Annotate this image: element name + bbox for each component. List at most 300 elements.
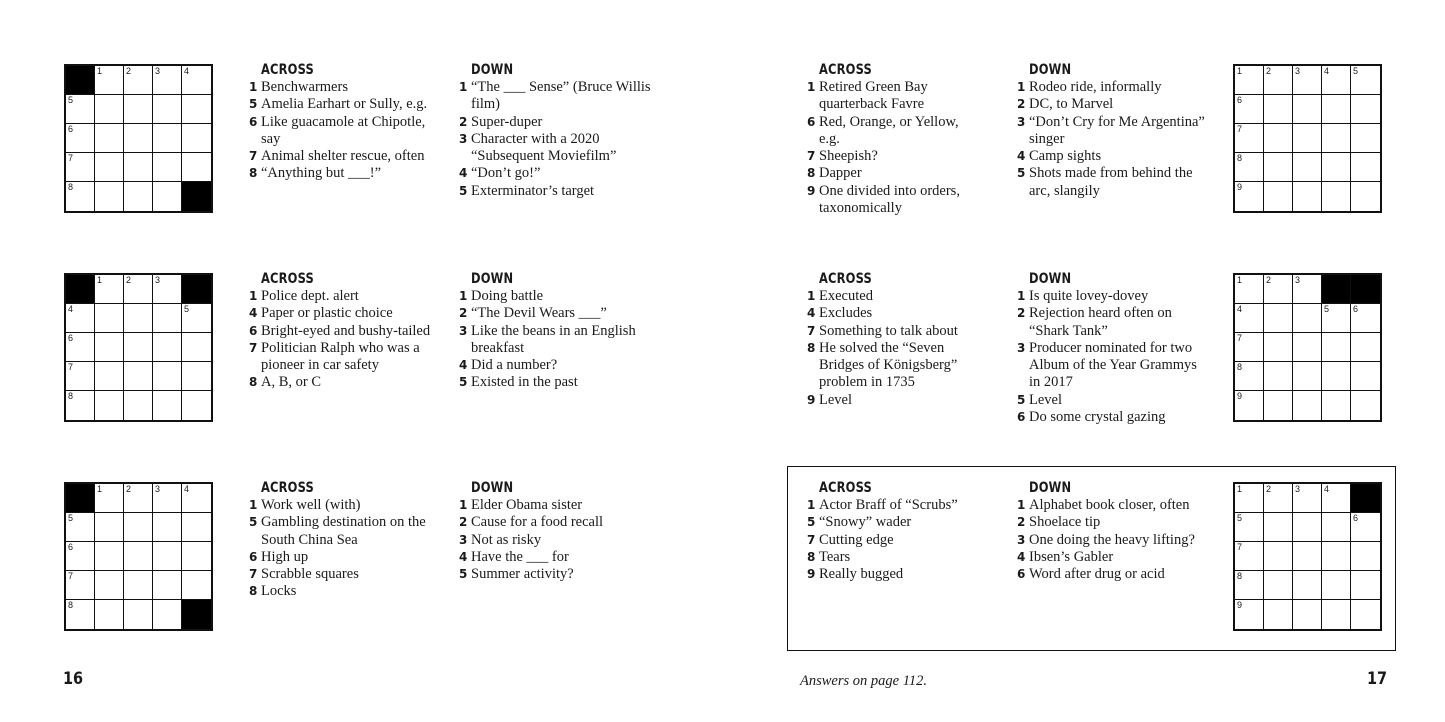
clue-text: Something to talk about <box>819 322 958 339</box>
down-heading: DOWN <box>1029 271 1072 287</box>
grid-cell[interactable] <box>95 182 124 211</box>
grid-cell[interactable] <box>1351 571 1380 600</box>
clue-item <box>459 532 644 549</box>
clue-number: 2 <box>459 515 468 530</box>
clue-item <box>807 549 990 566</box>
grid-cell[interactable] <box>124 275 153 304</box>
grid-cell[interactable] <box>95 95 124 124</box>
grid-cell[interactable] <box>1235 124 1264 153</box>
clue-text: Dapper <box>819 165 862 182</box>
clue-text: Excludes <box>819 305 873 322</box>
clue-text: Shoelace tip <box>1029 514 1101 531</box>
grid-cell[interactable] <box>1293 542 1322 571</box>
grid-cell[interactable] <box>124 66 153 95</box>
clue-number: 1 <box>459 289 468 303</box>
clue-number: 6 <box>249 323 258 338</box>
grid-cell[interactable] <box>1322 571 1351 600</box>
clue-item <box>459 183 654 200</box>
cell-number: 4 <box>68 304 74 314</box>
grid-cell[interactable] <box>95 513 124 542</box>
answers-note: Answers on page 112. <box>800 673 928 689</box>
grid-cell[interactable] <box>1264 362 1293 391</box>
cell-number: 1 <box>97 66 103 76</box>
clue-text: Amelia Earhart or Sully, e.g. <box>261 96 428 113</box>
grid-cell[interactable] <box>1264 484 1293 513</box>
grid-cell[interactable] <box>1351 600 1380 629</box>
clue-number: 8 <box>807 549 816 564</box>
grid-cell[interactable] <box>182 571 211 600</box>
clue-number: 6 <box>1017 410 1026 425</box>
grid-cell[interactable] <box>182 153 211 182</box>
clue-number: 2 <box>459 306 468 321</box>
grid-cell[interactable] <box>1293 66 1322 95</box>
page-number-left: 16 <box>63 669 84 689</box>
clue-number: 1 <box>1017 80 1026 94</box>
grid-cell[interactable] <box>1293 124 1322 153</box>
grid-cell[interactable] <box>1264 275 1293 304</box>
cell-number: 2 <box>126 484 132 494</box>
cell-number: 1 <box>1237 275 1243 285</box>
grid-cell[interactable] <box>1322 333 1351 362</box>
grid-cell[interactable] <box>124 484 153 513</box>
grid-cell[interactable] <box>1351 66 1380 95</box>
grid-cell[interactable] <box>1235 600 1264 629</box>
black-square <box>182 182 211 211</box>
cell-number: 6 <box>1237 95 1243 105</box>
clue-text: Super-duper <box>471 113 543 130</box>
cell-number: 2 <box>126 66 132 76</box>
grid-cell[interactable] <box>1351 304 1380 333</box>
grid-cell[interactable] <box>124 182 153 211</box>
clue-text: Producer nominated for two Album of the Year Grammys in 2017 <box>1029 339 1197 391</box>
clue-number: 8 <box>807 166 816 181</box>
grid-cell[interactable] <box>1235 484 1264 513</box>
down-heading: DOWN <box>471 271 514 287</box>
clue-item <box>249 305 434 322</box>
cell-number: 3 <box>1295 484 1301 494</box>
clue-number: 8 <box>249 166 258 181</box>
grid-cell[interactable] <box>1264 391 1293 420</box>
across-heading: ACROSS <box>819 271 872 287</box>
grid-cell[interactable] <box>95 153 124 182</box>
clue-item <box>807 183 977 218</box>
grid-cell[interactable] <box>124 391 153 420</box>
grid-cell[interactable] <box>124 513 153 542</box>
clue-item <box>807 340 990 392</box>
clue-item <box>249 165 434 182</box>
cell-number: 7 <box>1237 333 1243 343</box>
clue-item <box>807 392 990 409</box>
clue-item <box>249 566 434 583</box>
grid-cell[interactable] <box>153 362 182 391</box>
cell-number: 6 <box>68 333 74 343</box>
cell-number: 9 <box>1237 391 1243 401</box>
grid-cell[interactable] <box>66 571 95 600</box>
grid-cell[interactable] <box>1235 153 1264 182</box>
grid-cell[interactable] <box>153 333 182 362</box>
clue-text: Is quite lovey-dovey <box>1029 288 1149 304</box>
grid-cell[interactable] <box>124 153 153 182</box>
grid-cell[interactable] <box>1235 182 1264 211</box>
grid-cell[interactable] <box>1293 600 1322 629</box>
grid-cell[interactable] <box>153 542 182 571</box>
grid-cell[interactable] <box>1264 124 1293 153</box>
grid-cell[interactable] <box>1235 333 1264 362</box>
grid-cell[interactable] <box>153 182 182 211</box>
clue-item <box>249 114 434 149</box>
grid-cell[interactable] <box>1351 513 1380 542</box>
cell-number: 2 <box>126 275 132 285</box>
grid-cell[interactable] <box>1322 153 1351 182</box>
grid-cell[interactable] <box>1235 304 1264 333</box>
cell-number: 9 <box>1237 182 1243 192</box>
grid-cell[interactable] <box>1322 304 1351 333</box>
clue-item <box>249 79 434 96</box>
clue-item <box>249 96 434 113</box>
grid-cell[interactable] <box>1322 66 1351 95</box>
clue-number: 1 <box>1017 498 1026 512</box>
grid-cell[interactable] <box>1235 391 1264 420</box>
clue-item <box>459 357 644 374</box>
clue-item <box>249 340 434 375</box>
grid-cell[interactable] <box>1235 95 1264 124</box>
clue-number: 8 <box>807 340 816 355</box>
grid-cell[interactable] <box>1351 153 1380 182</box>
clue-number: 9 <box>807 392 816 407</box>
grid-cell[interactable] <box>95 66 124 95</box>
grid-cell[interactable] <box>1322 124 1351 153</box>
clue-item <box>1017 79 1209 96</box>
grid-cell[interactable] <box>1293 95 1322 124</box>
grid-cell[interactable] <box>124 304 153 333</box>
cell-number: 6 <box>1353 513 1359 523</box>
grid-cell[interactable] <box>182 484 211 513</box>
grid-cell[interactable] <box>1264 153 1293 182</box>
clue-item <box>807 514 990 531</box>
grid-cell[interactable] <box>1322 542 1351 571</box>
grid-cell[interactable] <box>1293 333 1322 362</box>
grid-cell[interactable] <box>1351 542 1380 571</box>
grid-cell[interactable] <box>1322 484 1351 513</box>
grid-cell[interactable] <box>1351 391 1380 420</box>
grid-cell[interactable] <box>1264 600 1293 629</box>
clue-item <box>459 566 644 583</box>
grid-cell[interactable] <box>1322 600 1351 629</box>
grid-cell[interactable] <box>153 484 182 513</box>
grid-cell[interactable] <box>153 600 182 629</box>
clue-text: DC, to Marvel <box>1029 96 1114 113</box>
grid-cell[interactable] <box>182 391 211 420</box>
grid-cell[interactable] <box>153 571 182 600</box>
clue-text: “Anything but ___!” <box>261 165 382 182</box>
across-clues <box>807 62 977 217</box>
clue-number: 1 <box>807 80 816 94</box>
cell-number: 7 <box>68 153 74 163</box>
clue-item <box>1017 566 1209 583</box>
clue-item <box>459 305 644 322</box>
clue-number: 1 <box>807 289 816 303</box>
across-clues <box>249 271 434 392</box>
clue-number: 7 <box>249 340 258 355</box>
cell-number: 1 <box>97 484 103 494</box>
grid-cell[interactable] <box>95 304 124 333</box>
clue-text: Level <box>1029 391 1063 408</box>
grid-cell[interactable] <box>66 182 95 211</box>
crossword-grid[interactable] <box>64 64 213 213</box>
grid-cell[interactable] <box>1322 95 1351 124</box>
grid-cell[interactable] <box>1264 95 1293 124</box>
grid-cell[interactable] <box>1264 182 1293 211</box>
across-heading: ACROSS <box>261 271 314 287</box>
grid-cell[interactable] <box>153 153 182 182</box>
grid-cell[interactable] <box>124 124 153 153</box>
clue-text: Work well (with) <box>261 497 361 513</box>
clue-number: 4 <box>459 358 468 373</box>
across-heading: ACROSS <box>261 62 314 78</box>
clue-item <box>459 323 644 358</box>
crossword-grid[interactable] <box>1233 273 1382 422</box>
grid-cell[interactable] <box>95 275 124 304</box>
cell-number: 6 <box>68 542 74 552</box>
clue-item <box>249 549 434 566</box>
clue-text: Ibsen’s Gabler <box>1029 548 1114 565</box>
grid-cell[interactable] <box>182 95 211 124</box>
clue-item <box>1017 288 1203 305</box>
clue-text: Shots made from behind the arc, slangily <box>1029 165 1193 199</box>
cell-number: 1 <box>1237 66 1243 76</box>
clue-item <box>249 374 434 391</box>
grid-cell[interactable] <box>1351 333 1380 362</box>
grid-cell[interactable] <box>153 304 182 333</box>
clue-number: 3 <box>1017 532 1026 547</box>
clue-text: Red, Orange, or Yellow, e.g. <box>819 113 959 147</box>
cell-number: 9 <box>1237 600 1243 610</box>
grid-cell[interactable] <box>153 513 182 542</box>
grid-cell[interactable] <box>153 95 182 124</box>
grid-cell[interactable] <box>153 66 182 95</box>
grid-cell[interactable] <box>66 333 95 362</box>
grid-cell[interactable] <box>182 66 211 95</box>
clue-text: “The Devil Wears ___” <box>471 305 607 322</box>
grid-cell[interactable] <box>66 600 95 629</box>
grid-cell[interactable] <box>1293 391 1322 420</box>
cell-number: 5 <box>68 95 74 105</box>
clue-text: Police dept. alert <box>261 288 359 304</box>
grid-cell[interactable] <box>1293 304 1322 333</box>
clue-number: 5 <box>249 97 258 112</box>
grid-cell[interactable] <box>124 362 153 391</box>
cell-number: 4 <box>1237 304 1243 314</box>
clue-number: 7 <box>807 532 816 547</box>
clue-number: 1 <box>249 498 258 512</box>
black-square <box>66 66 95 95</box>
grid-cell[interactable] <box>1293 513 1322 542</box>
grid-cell[interactable] <box>1293 153 1322 182</box>
grid-cell[interactable] <box>95 571 124 600</box>
grid-cell[interactable] <box>124 333 153 362</box>
clue-item <box>1017 497 1209 514</box>
clue-number: 3 <box>1017 114 1026 129</box>
grid-cell[interactable] <box>95 362 124 391</box>
grid-cell[interactable] <box>66 542 95 571</box>
cell-number: 5 <box>1324 304 1330 314</box>
clue-number: 1 <box>1017 289 1026 303</box>
grid-cell[interactable] <box>1322 391 1351 420</box>
grid-cell[interactable] <box>95 542 124 571</box>
clue-number: 4 <box>807 306 816 321</box>
grid-cell[interactable] <box>1235 275 1264 304</box>
grid-cell[interactable] <box>182 333 211 362</box>
clue-text: Executed <box>819 288 873 304</box>
clue-number: 7 <box>249 567 258 582</box>
cell-number: 3 <box>1295 275 1301 285</box>
grid-cell[interactable] <box>1293 275 1322 304</box>
clue-text: “Snowy” wader <box>819 514 912 531</box>
clue-text: Actor Braff of “Scrubs” <box>819 497 958 513</box>
clue-text: Animal shelter rescue, often <box>261 148 425 165</box>
clue-item <box>249 514 434 549</box>
clue-text: Cutting edge <box>819 531 894 548</box>
grid-cell[interactable] <box>66 95 95 124</box>
grid-cell[interactable] <box>1264 66 1293 95</box>
clue-item <box>1017 305 1203 340</box>
clue-item <box>249 148 434 165</box>
clue-number: 5 <box>807 515 816 530</box>
clue-text: Really bugged <box>819 566 904 583</box>
grid-cell[interactable] <box>1264 571 1293 600</box>
cell-number: 1 <box>97 275 103 285</box>
grid-cell[interactable] <box>1322 362 1351 391</box>
grid-cell[interactable] <box>182 362 211 391</box>
grid-cell[interactable] <box>66 153 95 182</box>
grid-cell[interactable] <box>1351 124 1380 153</box>
grid-cell[interactable] <box>1264 513 1293 542</box>
down-clues <box>459 480 644 583</box>
clue-number: 7 <box>249 149 258 164</box>
grid-cell[interactable] <box>153 124 182 153</box>
cell-number: 3 <box>155 66 161 76</box>
grid-cell[interactable] <box>1351 95 1380 124</box>
clue-number: 2 <box>1017 306 1026 321</box>
cell-number: 8 <box>1237 153 1243 163</box>
crossword-grid[interactable] <box>64 273 213 422</box>
clue-text: “Don’t go!” <box>471 165 541 182</box>
grid-cell[interactable] <box>124 571 153 600</box>
grid-cell[interactable] <box>1293 362 1322 391</box>
grid-cell[interactable] <box>1235 66 1264 95</box>
grid-cell[interactable] <box>1351 182 1380 211</box>
clue-item <box>807 497 990 514</box>
clue-number: 5 <box>249 515 258 530</box>
grid-cell[interactable] <box>1264 542 1293 571</box>
clue-text: Camp sights <box>1029 148 1102 165</box>
clue-text: A, B, or C <box>261 374 322 391</box>
grid-cell[interactable] <box>1322 182 1351 211</box>
clue-text: Alphabet book closer, often <box>1029 497 1190 513</box>
grid-cell[interactable] <box>153 275 182 304</box>
across-heading: ACROSS <box>819 480 872 496</box>
clue-text: One divided into orders, taxonomically <box>819 182 960 217</box>
clue-text: Summer activity? <box>471 566 574 583</box>
grid-cell[interactable] <box>1293 484 1322 513</box>
grid-cell[interactable] <box>1235 571 1264 600</box>
grid-cell[interactable] <box>95 391 124 420</box>
grid-cell[interactable] <box>66 124 95 153</box>
clue-text: Paper or plastic choice <box>261 305 393 322</box>
grid-cell[interactable] <box>95 124 124 153</box>
clue-text: Cause for a food recall <box>471 514 604 531</box>
clue-number: 4 <box>1017 549 1026 564</box>
grid-cell[interactable] <box>182 304 211 333</box>
clue-item <box>1017 392 1203 409</box>
clue-item <box>459 165 654 182</box>
clue-item <box>459 514 644 531</box>
down-clues <box>1017 271 1203 426</box>
clue-item <box>807 148 977 165</box>
clue-number: 4 <box>459 166 468 181</box>
cell-number: 5 <box>68 513 74 523</box>
grid-cell[interactable] <box>182 513 211 542</box>
clue-text: Exterminator’s target <box>471 182 595 199</box>
grid-cell[interactable] <box>1235 362 1264 391</box>
grid-cell[interactable] <box>1264 304 1293 333</box>
grid-cell[interactable] <box>1351 362 1380 391</box>
clue-text: Like guacamole at Chipotle, say <box>261 113 426 147</box>
grid-cell[interactable] <box>95 333 124 362</box>
grid-cell[interactable] <box>182 542 211 571</box>
across-clues <box>249 480 434 601</box>
cell-number: 2 <box>1266 275 1272 285</box>
clue-text: Benchwarmers <box>261 79 348 95</box>
grid-cell[interactable] <box>124 600 153 629</box>
grid-cell[interactable] <box>1235 513 1264 542</box>
clue-text: Did a number? <box>471 357 558 374</box>
grid-cell[interactable] <box>1235 542 1264 571</box>
grid-cell[interactable] <box>1293 182 1322 211</box>
clue-item <box>807 532 990 549</box>
crossword-grid[interactable] <box>1233 482 1382 631</box>
crossword-grid[interactable] <box>1233 64 1382 213</box>
grid-cell[interactable] <box>95 600 124 629</box>
clue-item <box>459 114 654 131</box>
clue-number: 6 <box>807 114 816 129</box>
clue-item <box>807 79 977 114</box>
cell-number: 5 <box>184 304 190 314</box>
crossword-grid[interactable] <box>64 482 213 631</box>
clue-item <box>1017 148 1209 165</box>
grid-cell[interactable] <box>124 542 153 571</box>
grid-cell[interactable] <box>1322 513 1351 542</box>
grid-cell[interactable] <box>66 513 95 542</box>
cell-number: 6 <box>1353 304 1359 314</box>
cell-number: 8 <box>1237 362 1243 372</box>
clue-number: 2 <box>459 114 468 129</box>
grid-cell[interactable] <box>182 124 211 153</box>
grid-cell[interactable] <box>95 484 124 513</box>
clue-number: 7 <box>807 149 816 164</box>
clue-item <box>807 288 990 305</box>
grid-cell[interactable] <box>153 391 182 420</box>
cell-number: 4 <box>1324 484 1330 494</box>
grid-cell[interactable] <box>124 95 153 124</box>
grid-cell[interactable] <box>66 362 95 391</box>
clue-number: 1 <box>249 289 258 303</box>
grid-cell[interactable] <box>1264 333 1293 362</box>
grid-cell[interactable] <box>66 304 95 333</box>
cell-number: 3 <box>155 484 161 494</box>
grid-cell[interactable] <box>66 391 95 420</box>
grid-cell[interactable] <box>1293 571 1322 600</box>
